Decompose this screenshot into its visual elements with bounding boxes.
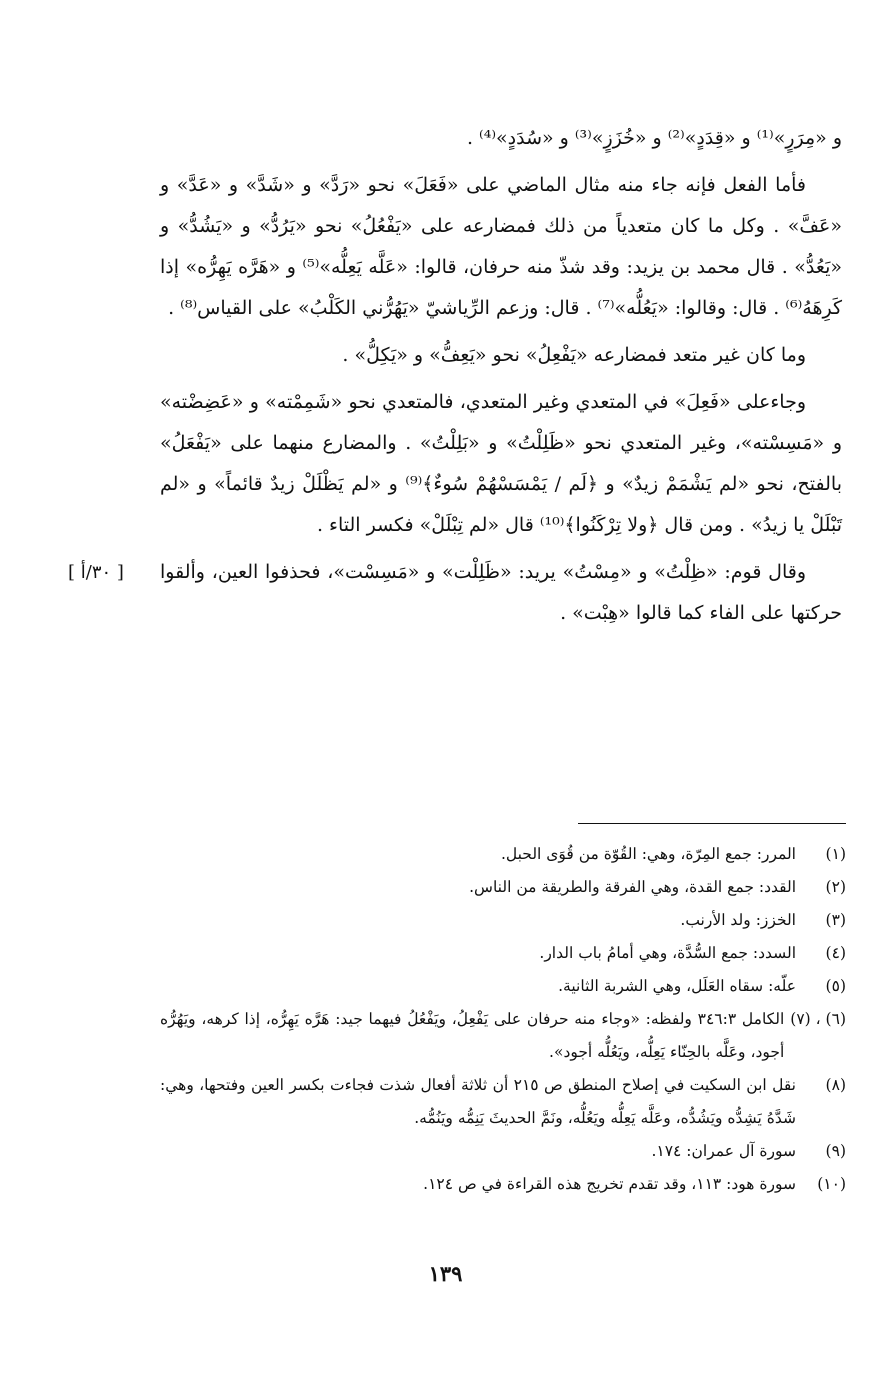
footnote-text: سورة هود: ١١٣، وقد تقدم تخريج هذه القراءة في ص ١٢٤.	[423, 1175, 796, 1193]
footnote-text: الكامل ٣٤٦:٣ ولفظه: «وجاء منه حرفان على يَفْعِلُ، ويَفْعُلُ فيهما جيد: هَرَّه يَهِرُّه، إذا كرهه، ويَهُرُّه أجود، وعَلَّه بالحِنّاء يَعِلُّه، ويَعُلُّه أجود».	[160, 1010, 785, 1061]
footnote-item	[160, 970, 846, 1003]
footnote-text: القدد: جمع القدة، وهي الفرقة والطريقة من الناس.	[469, 878, 796, 896]
main-text	[160, 118, 842, 640]
manuscript-folio-marker: [ ٣٠/أ ]	[68, 562, 124, 583]
footnote-text: الخزز: ولد الأرنب.	[680, 911, 796, 929]
footnote-item	[160, 904, 846, 937]
footnote-text: المرر: جمع المِرّة، وهي: القُوّة من قُوَى الحبل.	[500, 845, 796, 863]
footnote-number: (٩)	[825, 1142, 846, 1160]
footnote-number: (١)	[825, 845, 846, 863]
footnote-number: (٨)	[825, 1076, 846, 1094]
footnote-number: (٤)	[825, 944, 846, 962]
footnote-separator	[578, 823, 846, 824]
paragraph-2: فأما الفعل فإنه جاء منه مثال الماضي على «فَعَلَ» نحو «رَدَّ» و «شَدَّ» و «عَدَّ» و «عَفَّ» . وكل ما كان متعدياً من ذلك فمضارعه على «يَفْعُلُ» نحو «يَرُدُّ» و «يَشُدُّ» و «يَعُدُّ» . قال محمد بن يزيد: وقد شذّ منه حرفان، قالوا: «عَلَّه يَعِلُّه»⁽⁵⁾ و «هَرَّه يَهِرُّه» إذا كَرِهَهُ⁽⁶⁾ . قال: وقالوا: «يَعُلُّه»⁽⁷⁾ . قال: وزعم الرِّياشيّ «يَهُرُّني الكَلْبُ» على القياس⁽⁸⁾ .	[160, 174, 842, 319]
footnote-text: السدد: جمع السُّدَّة، وهي أمامُ باب الدار.	[539, 944, 796, 962]
footnote-text: نقل ابن السكيت في إصلاح المنطق ص ٢١٥ أن ثلاثة أفعال شذت فجاءت بكسر العين وفتحها، وهي: شَدَّهُ يَشِدُّه ويَشُدُّه، وعَلَّه يَعِلُّه ويَعُلُّه، ونَمَّ الحديثَ يَنِمُّه ويَنُمُّه.	[160, 1076, 796, 1127]
footnote-item	[160, 871, 846, 904]
paragraph-1: و «مِرَرٍ»⁽¹⁾ و «قِدَدٍ»⁽²⁾ و «خُزَزٍ»⁽³⁾ و «سُدَدٍ»⁽⁴⁾ .	[466, 127, 842, 149]
page-number: ١٣٩	[428, 1261, 463, 1286]
paragraph-4: وجاءعلى «فَعِلَ» في المتعدي وغير المتعدي، فالمتعدي نحو «شَمِمْته» و «عَضِضْته» و «مَسِسْته»، وغير المتعدي نحو «ظَلِلْتُ» و «بَلِلْتُ» . والمضارع منهما على «يَفْعَلُ» بالفتح، نحو «لم يَشْمَمْ زيدٌ» و ﴿لَم / يَمْسَسْهُمْ سُوءٌ﴾⁽⁹⁾ و «لم يَظْلَلْ زيدٌ قائماً» و «لم تَبْلَلْ يا زيدُ» . ومن قال ﴿ولا تِرْكَنُوا﴾⁽¹⁰⁾ قال «لم تِبْلَلْ» فكسر التاء .	[160, 391, 842, 536]
footnote-item	[160, 937, 846, 970]
footnote-number: (٣)	[825, 911, 846, 929]
footnotes	[160, 838, 846, 1201]
footnote-item	[160, 1003, 846, 1069]
footnote-item	[160, 838, 846, 871]
footnote-number: (٥)	[825, 977, 846, 995]
footnote-item	[160, 1135, 846, 1168]
paragraph-5: وقال قوم: «ظِلْتُ» و «مِسْتُ» يريد: «ظَلِلْت» و «مَسِسْت»، فحذفوا العين، وألقوا حركتها على الفاء كما قالوا «هِبْت» .	[160, 561, 842, 624]
footnote-item	[160, 1168, 846, 1201]
footnote-number: (٢)	[825, 878, 846, 896]
paragraph-3: وما كان غير متعد فمضارعه «يَفْعِلُ» نحو «يَعِفُّ» و «يَكِلُّ» .	[342, 344, 806, 366]
footnote-item	[160, 1069, 846, 1135]
footnote-text: علّه: سقاه العَلَل، وهي الشربة الثانية.	[558, 977, 796, 995]
footnote-number: (٦) ، (٧)	[790, 1010, 846, 1028]
footnote-number: (١٠)	[817, 1175, 846, 1193]
footnote-text: سورة آل عمران: ١٧٤.	[651, 1142, 796, 1160]
